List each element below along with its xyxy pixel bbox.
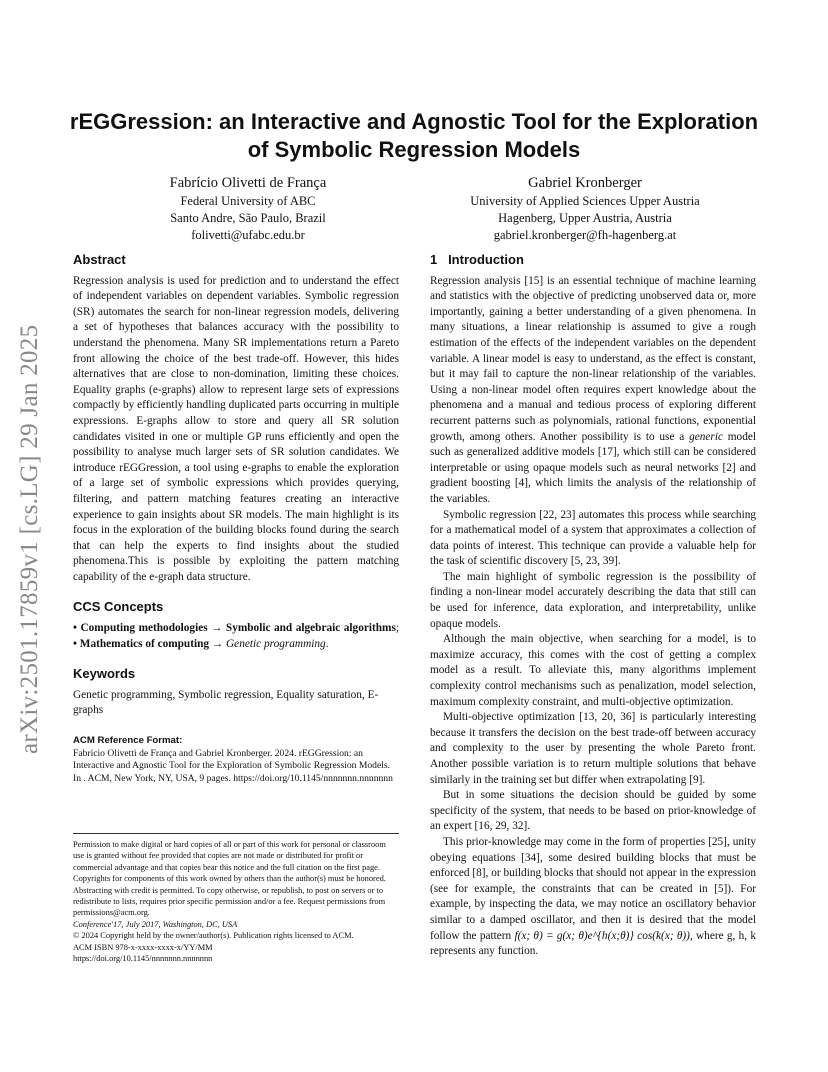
intro-paragraph: The main highlight of symbolic regression is the possibility of finding a non-linear model accurately describing the data that still can be used for inference, data exploration, and interpretability, unlike opaque models. [430, 570, 756, 630]
intro-paragraph: Although the main objective, when searching for a model, is to maximize accuracy, this comes with the cost of getting a complex model as a result. To alleviate this, many algorithms implement complexity control mechanisms such as penalization, model selection, maximum complexity constraint, and multi-objective optimization. [430, 633, 756, 708]
doi-line: https://doi.org/10.1145/nnnnnnn.nnnnnnn [73, 954, 213, 964]
author-name: Gabriel Kronberger [528, 175, 642, 191]
footnote-rule [73, 833, 399, 834]
ccs-separator: ; [395, 622, 399, 635]
author-affiliation: University of Applied Sciences Upper Austria [470, 194, 700, 208]
ccs-concept-2-sub: Genetic programming [226, 637, 326, 650]
text-run: , where g, h, k represents any function. [430, 929, 757, 958]
ccs-concept-2: • Mathematics of computing [73, 637, 210, 650]
paper-title: rEGGression: an Interactive and Agnostic Tool for the Exploration of Symbolic Regression Models [69, 109, 759, 162]
keywords-heading: Keywords [73, 666, 136, 682]
emphasis: generic [689, 430, 723, 443]
author-location: Santo Andre, São Paulo, Brazil [170, 211, 326, 225]
author-name: Fabrício Olivetti de França [169, 175, 327, 191]
keywords-text: Genetic programming, Symbolic regression, Equality saturation, E-graphs [73, 688, 379, 717]
text-run: model such as generalized additive models [17], which still can be considered interpretable or using opaque models such as neural networks [2] and gradient boosting [4], which limits the analysis of the relationship of the variables. [430, 430, 757, 505]
intro-paragraph: But in some situations the decision should be guided by some specificity of the system, that needs to be based on prior-knowledge of an expert [16, 29, 32]. [430, 789, 756, 833]
acm-ref-text: Fabrício Olivetti de França and Gabriel Kronberger. 2024. rEGGression: an Interactive and Agnostic Tool for the Exploration of Symbolic Regression Models. In . ACM, New York, NY, USA, 9 pages. https://doi.org/10.1145/nnnnnnn.nnnnnnn [73, 747, 393, 784]
intro-paragraph [430, 274, 756, 508]
conference-info: Conference'17, July 2017, Washington, DC, USA [73, 919, 238, 929]
ccs-arrow: → [209, 637, 227, 650]
ccs-concept-1: • Computing methodologies → Symbolic and algebraic algorithms [73, 622, 396, 635]
text-run: Regression analysis [15] is an essential technique of machine learning and statistics with the objective of predicting unobserved data or, more importantly, gaining a better understanding of a given phenomena. In many situations, a linear relationship is assumed to give a rough estimation of the effects of the independent variables on the dependent variable. A linear model is easy to understand, as the effect is constant, but it may fail to capture the non-linear relationship of the variables. Using a non-linear model often requires expert knowledge about the phenomena and a manual and tedious process of exploring different recurrent patterns such as polynomials, rational functions, exponential growth, among others. Another possibility is to use a [430, 274, 756, 443]
permission-notice: Permission to make digital or hard copies of all or part of this work for personal or classroom use is granted without fee provided that copies are not made or distributed for profit or commercial advantage and that copies bear this notice and the full citation on the first page. Copyrights for components of this work owned by others than the author(s) must be honored. Abstracting with credit is permitted. To copy otherwise, or republish, to post on servers or to redistribute to lists, requires prior specific permission and/or a fee. Request permissions from permissions@acm.org. [73, 840, 386, 918]
ccs-heading: CCS Concepts [73, 599, 164, 615]
intro-paragraph [430, 835, 756, 960]
author-block [415, 173, 755, 244]
section-heading: 1 Introduction [430, 252, 524, 267]
left-column [73, 252, 399, 785]
ccs-text [73, 621, 399, 652]
acm-ref-heading: ACM Reference Format: [73, 735, 183, 747]
intro-paragraph: Symbolic regression [22, 23] automates this process while searching for a mathematical model of a system that approximates a collection of data points of interest. This technique can provide a valuable help for the task of scientific discovery [5, 23, 39]. [430, 508, 756, 568]
author-email: gabriel.kronberger@fh-hagenberg.at [493, 228, 677, 242]
footnote [73, 839, 399, 964]
abstract-text: Regression analysis is used for prediction and to understand the effect of independent variables on dependent variables. Symbolic regression (SR) automates the search for non-linear regression models, delivering a set of hypotheses that balances accuracy with the possibility to understand the phenomena. Many SR implementations return a Pareto front allowing the choice of the best trade-off. However, this hides alternatives that are close to non-domination, limiting these choices. Equality graphs (e-graphs) allow to represent large sets of expressions compactly by efficiently handling duplicated parts occurring in multiple expressions. E-graphs allow to store and query all SR solution candidates visited in one or multiple GP runs efficiently and open the possibility to analyse much larger sets of SR solution candidates. We introduce rEGGression, a tool using e-graphs to enable the exploration of a large set of symbolic expressions which provides querying, filtering, and pattern matching features creating an interactive experience to gain insights about SR models. The main highlight is its focus in the exploration of the building blocks found during the search that can help the experts to find insights about the studied phenomena.This is possible by exploiting the pattern matching capability of the e-graph data structure. [73, 274, 399, 583]
copyright-line: © 2024 Copyright held by the owner/author(s). Publication rights licensed to ACM. [73, 931, 354, 941]
ccs-end: . [325, 637, 329, 650]
author-affiliation: Federal University of ABC [180, 194, 316, 208]
author-block [78, 173, 418, 244]
right-column [430, 252, 756, 960]
author-email: folivetti@ufabc.edu.br [191, 228, 305, 242]
isbn-line: ACM ISBN 978-x-xxxx-xxxx-x/YY/MM [73, 942, 213, 952]
arxiv-stamp: arXiv:2501.17859v1 [cs.LG] 29 Jan 2025 [16, 324, 43, 754]
text-run: This prior-knowledge may come in the form of properties [25], unity obeying equations [34], some desired building blocks that must be enforced [8], or building blocks that should not appear in the expression (see for example, the constraints that can be created in [5]). For example, by inspecting the data, we may notice an oscillatory behavior similar to a damped oscillator, and then it is desired that the model follow the pattern [430, 835, 756, 942]
author-location: Hagenberg, Upper Austria, Austria [498, 211, 672, 225]
intro-paragraph: Multi-objective optimization [13, 20, 36] is particularly interesting because it transfers the decision on the best trade-off between accuracy and complexity to the user by presenting the whole Pareto front. Another possible variation is to return multiple solutions that behave similarly in the training set but differ when extrapolating [9]. [430, 711, 756, 786]
abstract-heading: Abstract [73, 252, 126, 267]
formula: f(x; θ) = g(x; θ)e^{h(x;θ)} cos(k(x; θ)) [514, 929, 690, 942]
